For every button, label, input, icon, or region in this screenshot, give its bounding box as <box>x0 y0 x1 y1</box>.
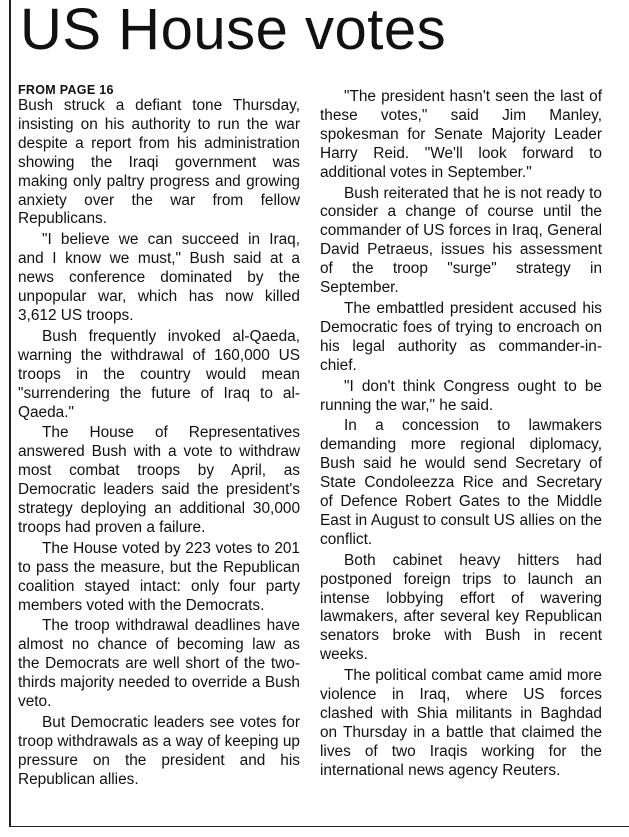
paragraph: Bush reiterated that he is not ready to consider a change of course until the commander of US forces in Iraq, General David Petraeus, issues his assessment of the troop "surge" strategy in September. <box>320 184 602 297</box>
headline: US House votes <box>20 0 447 62</box>
article-column-left <box>18 83 300 792</box>
paragraph: The House of Representatives answered Bush with a vote to withdraw most combat troops by April, as Democratic leaders said the president's strategy deploying an additional 30,000 troops had proven a failure. <box>18 424 300 536</box>
paragraph: The political combat came amid more violence in Iraq, where US forces clashed with Shia militants in Baghdad on Thursday in a battle that claimed the lives of two Iraqis working for the international news agency Reuters. <box>320 667 602 779</box>
paragraph: Bush frequently invoked al-Qaeda, warning the withdrawal of 160,000 US troops in the country would mean "surrendering the future of Iraq to al-Qaeda." <box>18 327 300 421</box>
paragraph: In a concession to lawmakers demanding more regional diplomacy, Bush said he would send Secretary of State Condoleezza Rice and Secretary of Defence Robert Gates to the Middle East in August to consult US allies on the conflict. <box>320 417 602 548</box>
column-rule-left <box>9 0 11 826</box>
dateline: FROM PAGE 16 <box>18 83 114 97</box>
paragraph: The House voted by 223 votes to 201 to pass the measure, but the Republican coalition stayed intact: only four party members voted with the Democrats. <box>18 539 300 614</box>
paragraph: "I believe we can succeed in Iraq, and I know we must," Bush said at a news conference dominated by the unpopular war, which has now killed 3,612 US troops. <box>18 231 300 324</box>
paragraph: The embattled president accused his Democratic foes of trying to encroach on his legal authority as commander-in-chief. <box>320 299 602 374</box>
paragraph: Both cabinet heavy hitters had postponed foreign trips to launch an intense lobbying effort of wavering lawmakers, after several key Republican senators broke with Bush in recent weeks. <box>320 551 602 664</box>
paragraph: "The president hasn't seen the last of these votes," said Jim Manley, spokesman for Senate Majority Leader Harry Reid. "We'll look forward to additional votes in September." <box>320 88 602 181</box>
paragraph: Bush struck a defiant tone Thursday, insisting on his authority to run the war despite a report from his administration showing the Iraqi government was making only paltry progress and growing anxiety over the war from fellow Republicans. <box>18 97 300 228</box>
paragraph: The troop withdrawal deadlines have almost no chance of becoming law as the Democrats are well short of the two-thirds majority needed to override a Bush veto. <box>18 617 300 711</box>
article-column-right <box>320 88 602 783</box>
paragraph: But Democratic leaders see votes for troop withdrawals as a way of keeping up pressure on the president and his Republican allies. <box>18 714 300 788</box>
paragraph: "I don't think Congress ought to be running the war," he said. <box>320 377 602 414</box>
bottom-rule <box>9 826 629 827</box>
